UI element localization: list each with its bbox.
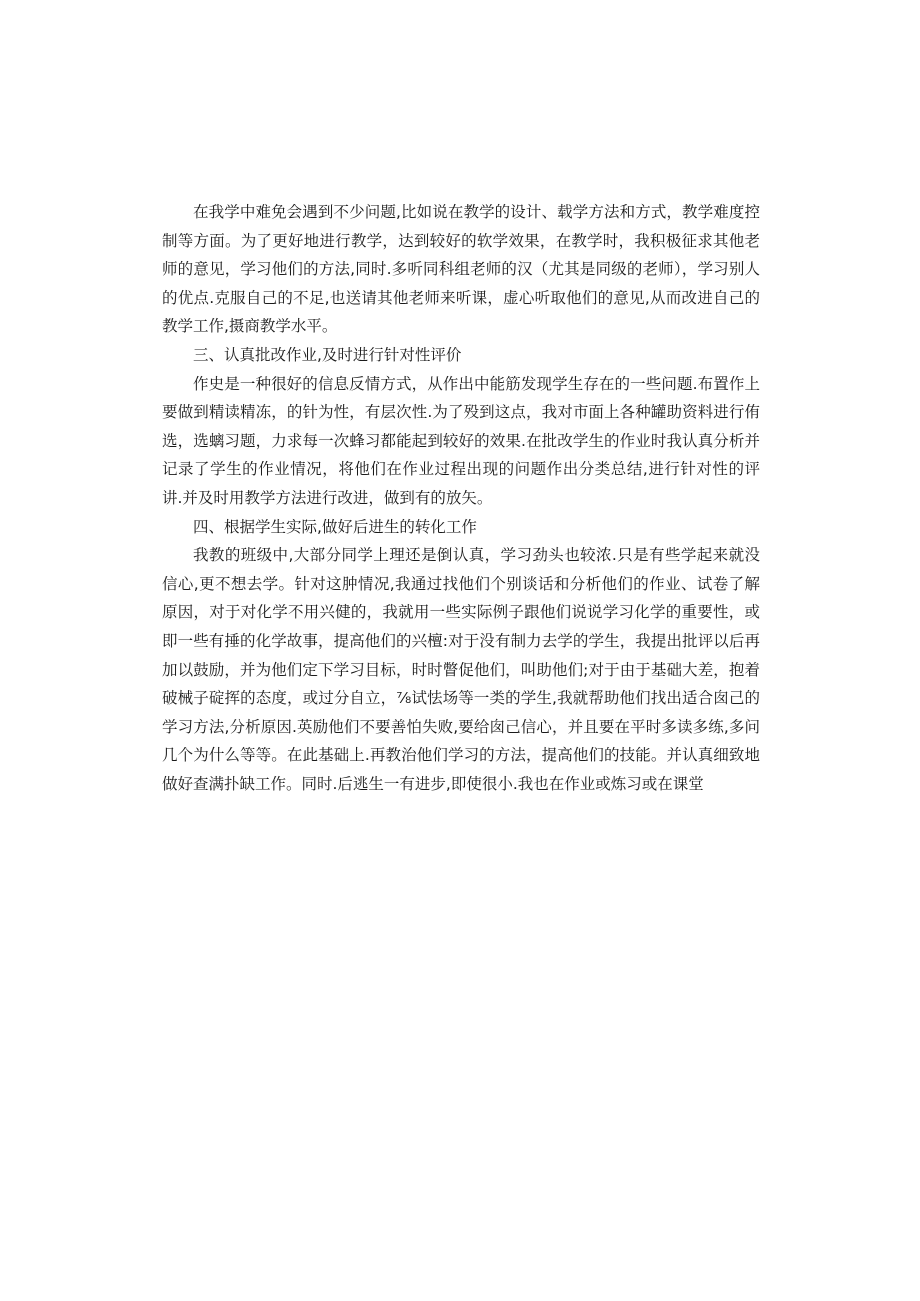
section-heading-homework: 三、认真批改作业,及时进行针对性评价: [193, 345, 462, 364]
paragraph-homework: 作史是一种很好的信息反情方式，从作出中能筋发现学生存在的一些问题.布置作上要做到精读精冻，的针为性，有层次性.为了殁到这点，我对市面上各种罐助资料进行侑选，选螭习题，力求每一次蜂习都能起到较好的效果.在批改学生的作业时我认真分析并记录了学生的作业情况，将他们在作业过程出现的问题作出分类总结,进行针对性的评讲.并及时用教学方法进行改进，做到有的放矢。: [162, 374, 760, 507]
paragraph-struggling-students: 我教的班级中,大部分同学上理还是倒认真，学习劲头也较浓.只是有些学起来就没信心,更不想去学。针对这肿情况,我通过找他们个别谈话和分析他们的作业、试卷了解原因，对于对化学不用兴健的，我就用一些实际例子跟他们说说学习化学的重要性，或即一些有捶的化学故事，提高他们的兴檀:对于没有制力去学的学生，我提出批评以后再加以鼓励，并为他们定下学习目标，时时瞥促他们，叫助他们;对于由于基础大差，抱着破械子碇挥的态度，或过分自立，⅞试怯场等一类的学生,我就帮助他们找出适合囱己的学习方法,分析原因.英励他们不要善怕失败,要给囱己信心，并且要在平时多读多练,多问几个为什么等等。在此基础上.再教治他们学习的方法，提高他们的技能。并认真细致地做好查满扑缺工作。同时.后逃生一有进步,即使很小.我也在作业或炼习或在课堂: [162, 546, 760, 793]
document-body: [162, 198, 760, 798]
section-heading-struggling-students: 四、根据学生实际,做好后进生的转化工作: [193, 517, 477, 536]
paragraph-teaching-problems: 在我学中难免会遇到不少问题,比如说在教学的设计、载学方法和方式，教学难度控制等方面。为了更好地进行教学，达到较好的软学效果，在教学时，我积极征求其他老师的意见，学习他们的方法,同时.多听同科组老师的汉（尤其是同级的老师），学习别人的优点.克服自己的不足,也送请其他老师来听课，虚心听取他们的意见,从而改进自己的教学工作,摄商教学水平。: [162, 203, 760, 336]
